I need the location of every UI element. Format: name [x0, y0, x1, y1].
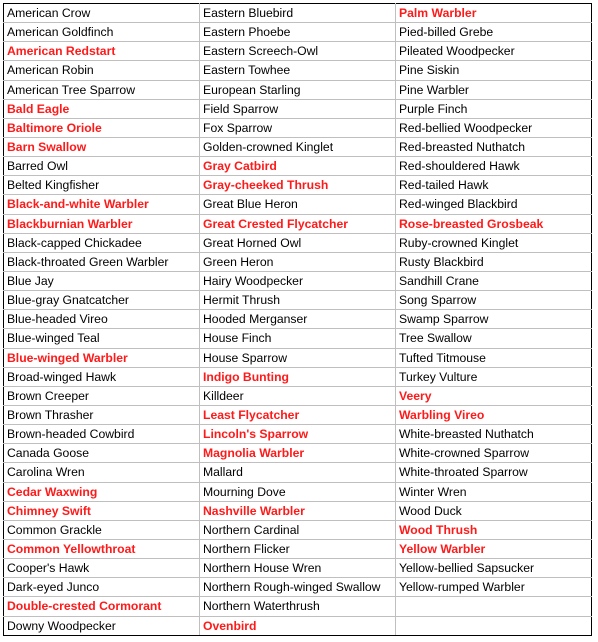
bird-name-cell[interactable]: Cedar Waxwing: [4, 482, 200, 501]
table-row: [4, 463, 592, 482]
bird-name-cell[interactable]: Bald Eagle: [4, 99, 200, 118]
bird-name-cell[interactable]: Winter Wren: [396, 482, 592, 501]
bird-name-cell[interactable]: Pileated Woodpecker: [396, 42, 592, 61]
bird-name-cell[interactable]: Northern Flicker: [200, 539, 396, 558]
table-row: [4, 80, 592, 99]
bird-name-cell[interactable]: Northern Cardinal: [200, 520, 396, 539]
table-row: [4, 252, 592, 271]
bird-name-cell[interactable]: Brown Thrasher: [4, 405, 200, 424]
bird-name-cell[interactable]: Red-shouldered Hawk: [396, 157, 592, 176]
table-row: [4, 61, 592, 80]
bird-name-cell[interactable]: Fox Sparrow: [200, 118, 396, 137]
table-row: [4, 214, 592, 233]
table-row: [4, 520, 592, 539]
empty-cell[interactable]: [396, 597, 592, 616]
bird-name-cell[interactable]: Northern House Wren: [200, 559, 396, 578]
table-row: [4, 23, 592, 42]
bird-name-cell[interactable]: Mallard: [200, 463, 396, 482]
table-row: [4, 386, 592, 405]
bird-name-cell[interactable]: Black-and-white Warbler: [4, 195, 200, 214]
bird-name-cell[interactable]: Lincoln's Sparrow: [200, 425, 396, 444]
bird-name-cell[interactable]: American Crow: [4, 4, 200, 23]
bird-name-cell[interactable]: Sandhill Crane: [396, 271, 592, 290]
table-row: [4, 539, 592, 558]
empty-cell[interactable]: [396, 616, 592, 635]
table-row: [4, 348, 592, 367]
bird-name-cell[interactable]: Purple Finch: [396, 99, 592, 118]
bird-species-table-body: [4, 4, 592, 636]
table-row: [4, 501, 592, 520]
table-row: [4, 176, 592, 195]
bird-name-cell[interactable]: House Sparrow: [200, 348, 396, 367]
bird-name-cell[interactable]: Great Crested Flycatcher: [200, 214, 396, 233]
bird-name-cell[interactable]: Pine Siskin: [396, 61, 592, 80]
table-row: [4, 233, 592, 252]
bird-name-cell[interactable]: Baltimore Oriole: [4, 118, 200, 137]
bird-name-cell[interactable]: Tree Swallow: [396, 329, 592, 348]
bird-name-cell[interactable]: Golden-crowned Kinglet: [200, 137, 396, 156]
table-row: [4, 118, 592, 137]
bird-name-cell[interactable]: American Goldfinch: [4, 23, 200, 42]
bird-name-cell[interactable]: Double-crested Cormorant: [4, 597, 200, 616]
bird-name-cell[interactable]: Ruby-crowned Kinglet: [396, 233, 592, 252]
bird-name-cell[interactable]: Eastern Screech-Owl: [200, 42, 396, 61]
bird-name-cell[interactable]: American Robin: [4, 61, 200, 80]
table-row: [4, 99, 592, 118]
bird-name-cell[interactable]: Eastern Phoebe: [200, 23, 396, 42]
table-row: [4, 559, 592, 578]
bird-name-cell[interactable]: Blue-winged Teal: [4, 329, 200, 348]
bird-name-cell[interactable]: Red-tailed Hawk: [396, 176, 592, 195]
bird-name-cell[interactable]: Great Horned Owl: [200, 233, 396, 252]
table-row: [4, 195, 592, 214]
bird-name-cell[interactable]: Great Blue Heron: [200, 195, 396, 214]
bird-name-cell[interactable]: Carolina Wren: [4, 463, 200, 482]
bird-name-cell[interactable]: Least Flycatcher: [200, 405, 396, 424]
bird-name-cell[interactable]: Yellow Warbler: [396, 539, 592, 558]
table-row: [4, 310, 592, 329]
bird-name-cell[interactable]: Belted Kingfisher: [4, 176, 200, 195]
bird-name-cell[interactable]: Yellow-bellied Sapsucker: [396, 559, 592, 578]
bird-name-cell[interactable]: Palm Warbler: [396, 4, 592, 23]
bird-name-cell[interactable]: Pied-billed Grebe: [396, 23, 592, 42]
table-row: [4, 157, 592, 176]
bird-name-cell[interactable]: American Redstart: [4, 42, 200, 61]
bird-name-cell[interactable]: Common Yellowthroat: [4, 539, 200, 558]
bird-name-cell[interactable]: Blue-winged Warbler: [4, 348, 200, 367]
bird-name-cell[interactable]: Brown Creeper: [4, 386, 200, 405]
bird-name-cell[interactable]: Blue Jay: [4, 271, 200, 290]
bird-name-cell[interactable]: Yellow-rumped Warbler: [396, 578, 592, 597]
bird-name-cell[interactable]: Barn Swallow: [4, 137, 200, 156]
bird-name-cell[interactable]: Northern Waterthrush: [200, 597, 396, 616]
table-row: [4, 597, 592, 616]
bird-name-cell[interactable]: Rusty Blackbird: [396, 252, 592, 271]
bird-name-cell[interactable]: Mourning Dove: [200, 482, 396, 501]
bird-name-cell[interactable]: Indigo Bunting: [200, 367, 396, 386]
bird-name-cell[interactable]: Gray-cheeked Thrush: [200, 176, 396, 195]
table-row: [4, 4, 592, 23]
bird-name-cell[interactable]: White-throated Sparrow: [396, 463, 592, 482]
bird-name-cell[interactable]: Downy Woodpecker: [4, 616, 200, 635]
bird-name-cell[interactable]: Hermit Thrush: [200, 291, 396, 310]
bird-name-cell[interactable]: House Finch: [200, 329, 396, 348]
bird-name-cell[interactable]: Hooded Merganser: [200, 310, 396, 329]
bird-name-cell[interactable]: Gray Catbird: [200, 157, 396, 176]
table-row: [4, 578, 592, 597]
table-row: [4, 616, 592, 635]
bird-name-cell[interactable]: Veery: [396, 386, 592, 405]
bird-name-cell[interactable]: Swamp Sparrow: [396, 310, 592, 329]
bird-name-cell[interactable]: Magnolia Warbler: [200, 444, 396, 463]
bird-name-cell[interactable]: Common Grackle: [4, 520, 200, 539]
bird-name-cell[interactable]: White-breasted Nuthatch: [396, 425, 592, 444]
bird-name-cell[interactable]: European Starling: [200, 80, 396, 99]
bird-name-cell[interactable]: Rose-breasted Grosbeak: [396, 214, 592, 233]
bird-name-cell[interactable]: Nashville Warbler: [200, 501, 396, 520]
bird-name-cell[interactable]: American Tree Sparrow: [4, 80, 200, 99]
bird-name-cell[interactable]: Wood Thrush: [396, 520, 592, 539]
table-row: [4, 137, 592, 156]
bird-name-cell[interactable]: Green Heron: [200, 252, 396, 271]
bird-name-cell[interactable]: Red-bellied Woodpecker: [396, 118, 592, 137]
table-row: [4, 482, 592, 501]
bird-name-cell[interactable]: Northern Rough-winged Swallow: [200, 578, 396, 597]
bird-name-cell[interactable]: Ovenbird: [200, 616, 396, 635]
bird-name-cell[interactable]: Black-capped Chickadee: [4, 233, 200, 252]
bird-name-cell[interactable]: Turkey Vulture: [396, 367, 592, 386]
bird-name-cell[interactable]: Hairy Woodpecker: [200, 271, 396, 290]
bird-name-cell[interactable]: Barred Owl: [4, 157, 200, 176]
table-row: [4, 405, 592, 424]
bird-name-cell[interactable]: Chimney Swift: [4, 501, 200, 520]
bird-name-cell[interactable]: Song Sparrow: [396, 291, 592, 310]
bird-name-cell[interactable]: Blue-headed Vireo: [4, 310, 200, 329]
table-row: [4, 367, 592, 386]
table-row: [4, 271, 592, 290]
bird-name-cell[interactable]: Dark-eyed Junco: [4, 578, 200, 597]
bird-name-cell[interactable]: Black-throated Green Warbler: [4, 252, 200, 271]
bird-name-cell[interactable]: Field Sparrow: [200, 99, 396, 118]
bird-name-cell[interactable]: Cooper's Hawk: [4, 559, 200, 578]
table-row: [4, 425, 592, 444]
bird-name-cell[interactable]: Eastern Bluebird: [200, 4, 396, 23]
table-row: [4, 444, 592, 463]
bird-name-cell[interactable]: Tufted Titmouse: [396, 348, 592, 367]
bird-name-cell[interactable]: Red-winged Blackbird: [396, 195, 592, 214]
bird-name-cell[interactable]: Blackburnian Warbler: [4, 214, 200, 233]
bird-name-cell[interactable]: Eastern Towhee: [200, 61, 396, 80]
bird-name-cell[interactable]: Killdeer: [200, 386, 396, 405]
table-row: [4, 291, 592, 310]
table-row: [4, 42, 592, 61]
bird-name-cell[interactable]: Broad-winged Hawk: [4, 367, 200, 386]
bird-name-cell[interactable]: White-crowned Sparrow: [396, 444, 592, 463]
bird-name-cell[interactable]: Warbling Vireo: [396, 405, 592, 424]
bird-name-cell[interactable]: Red-breasted Nuthatch: [396, 137, 592, 156]
table-row: [4, 329, 592, 348]
bird-name-cell[interactable]: Wood Duck: [396, 501, 592, 520]
bird-name-cell[interactable]: Pine Warbler: [396, 80, 592, 99]
bird-name-cell[interactable]: Brown-headed Cowbird: [4, 425, 200, 444]
bird-species-table: [3, 3, 592, 636]
bird-name-cell[interactable]: Canada Goose: [4, 444, 200, 463]
bird-name-cell[interactable]: Blue-gray Gnatcatcher: [4, 291, 200, 310]
